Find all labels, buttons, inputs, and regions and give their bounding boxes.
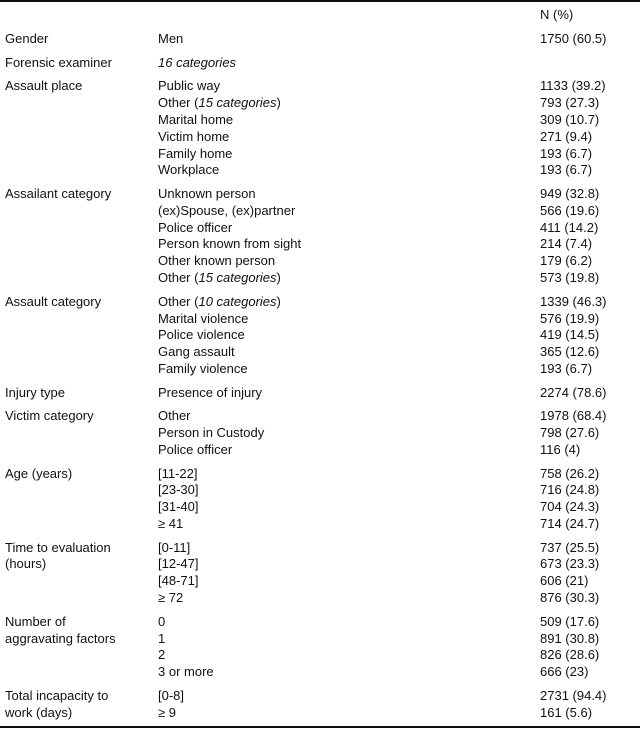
table-row: [0, 31, 640, 48]
category-cell: [158, 408, 191, 425]
table-row: [0, 55, 640, 72]
value-cell: 193 (6.7): [540, 360, 593, 376]
category-text: Presence of injury: [158, 384, 263, 400]
value-cell: 826 (28.6): [540, 647, 600, 663]
category-text: [48-71]: [158, 573, 199, 589]
table-row: [0, 466, 640, 483]
category-cell: [158, 236, 301, 253]
table-row: [0, 112, 640, 129]
variable-label-line: aggravating factors: [5, 630, 116, 646]
category-cell: [158, 311, 248, 328]
variable-label-line: Total incapacity to: [5, 687, 109, 703]
table-row: [0, 270, 640, 287]
category-text: [12-47]: [158, 556, 199, 572]
category-cell: [158, 220, 232, 237]
variable-label-line: Forensic examiner: [5, 54, 112, 70]
table-row: [0, 311, 640, 328]
category-cell: [158, 203, 295, 220]
category-text: Other (: [158, 95, 199, 111]
value-cell: 566 (19.6): [540, 202, 600, 218]
value-cell: 606 (21): [540, 573, 589, 589]
value-cell: 214 (7.4): [540, 236, 593, 252]
category-cell: [158, 294, 281, 311]
variable-label-line: Assailant category: [5, 186, 112, 202]
value-cell: 891 (30.8): [540, 630, 600, 646]
variable-group: [0, 55, 640, 72]
category-cell: [158, 129, 229, 146]
table-row: [0, 95, 640, 112]
table-row: [0, 705, 640, 722]
category-text: ≥ 9: [158, 704, 176, 720]
value-cell: 666 (23): [540, 664, 589, 680]
table-row: [0, 664, 640, 681]
category-cell: [158, 95, 281, 112]
table-row: [0, 236, 640, 253]
table-row: [0, 78, 640, 95]
value-cell: 576 (19.9): [540, 310, 600, 326]
table-row: [0, 442, 640, 459]
category-text-italic: 15 categories: [198, 95, 277, 111]
variable-label-line: Time to evaluation: [5, 539, 111, 555]
category-text: Family violence: [158, 360, 248, 376]
category-cell: [158, 442, 232, 459]
category-cell: [158, 186, 256, 203]
category-text: ≥ 72: [158, 590, 184, 606]
variable-group: [0, 78, 640, 179]
category-cell: [158, 270, 281, 287]
value-cell: 716 (24.8): [540, 482, 600, 498]
category-text: Family home: [158, 145, 233, 161]
category-text: Police officer: [158, 219, 233, 235]
variable-label-line: work (days): [5, 704, 73, 720]
table-body: [0, 31, 640, 728]
value-cell: 193 (6.7): [540, 145, 593, 161]
table-row: [0, 573, 640, 590]
category-text: Police officer: [158, 441, 233, 457]
variable-label-line: (hours): [5, 556, 47, 572]
table-row: [0, 220, 640, 237]
category-cell: [158, 162, 219, 179]
category-text: ): [276, 95, 281, 111]
value-cell: 704 (24.3): [540, 499, 600, 515]
category-cell: [158, 705, 176, 722]
category-cell: [158, 631, 165, 648]
variable-group: [0, 385, 640, 402]
table-row: [0, 482, 640, 499]
category-text: Other (: [158, 293, 199, 309]
table-row: [0, 499, 640, 516]
category-text: Police violence: [158, 327, 245, 343]
category-cell: [158, 499, 198, 516]
category-text: [0-11]: [158, 539, 191, 555]
table-row: [0, 203, 640, 220]
category-cell: [158, 361, 248, 378]
table-row: [0, 129, 640, 146]
category-text: (ex)Spouse, (ex)partner: [158, 202, 296, 218]
table-row: [0, 688, 640, 705]
category-text: Marital violence: [158, 310, 249, 326]
value-cell: 2731 (94.4): [540, 687, 607, 703]
table-row: [0, 590, 640, 607]
value-cell: 116 (4): [540, 441, 581, 457]
value-cell: 2274 (78.6): [540, 384, 607, 400]
category-text: ≥ 41: [158, 515, 184, 531]
category-text: Other (: [158, 270, 199, 286]
value-cell: 161 (5.6): [540, 704, 593, 720]
value-cell: 876 (30.3): [540, 590, 600, 606]
category-cell: [158, 253, 275, 270]
category-text: Marital home: [158, 111, 234, 127]
value-cell: 365 (12.6): [540, 344, 600, 360]
value-cell: 179 (6.2): [540, 253, 593, 269]
table-row: [0, 540, 640, 557]
value-cell: 673 (23.3): [540, 556, 600, 572]
table-row: [0, 556, 640, 573]
value-cell: 419 (14.5): [540, 327, 600, 343]
table-row: [0, 186, 640, 203]
variable-group: [0, 614, 640, 681]
category-cell: [158, 112, 233, 129]
category-cell: [158, 664, 214, 681]
variable-label-line: Assault place: [5, 78, 83, 94]
category-text: [0-8]: [158, 687, 185, 703]
value-cell: 737 (25.5): [540, 539, 600, 555]
category-text: Unknown person: [158, 186, 256, 202]
variable-group: [0, 408, 640, 458]
value-cell: 1978 (68.4): [540, 408, 607, 424]
category-text: Workplace: [158, 162, 220, 178]
category-cell: [158, 590, 183, 607]
value-cell: 758 (26.2): [540, 465, 600, 481]
category-text-italic: 15 categories: [198, 270, 277, 286]
category-text-italic: 16 categories: [158, 54, 237, 70]
variable-group: [0, 294, 640, 378]
category-text: 3 or more: [158, 664, 214, 680]
table-row: [0, 253, 640, 270]
value-cell: 798 (27.6): [540, 425, 600, 441]
category-text: Other known person: [158, 253, 276, 269]
table-row: [0, 146, 640, 163]
variable-label-line: Age (years): [5, 465, 73, 481]
table-row: [0, 647, 640, 664]
category-text: Victim home: [158, 128, 230, 144]
category-text: ): [276, 293, 281, 309]
table-top-rule: [0, 0, 640, 2]
category-cell: [158, 540, 190, 557]
category-text: 0: [158, 613, 166, 629]
variable-group: [0, 466, 640, 533]
category-cell: [158, 516, 183, 533]
value-cell: 1133 (39.2): [540, 78, 606, 94]
category-cell: [158, 556, 198, 573]
table-row: [0, 425, 640, 442]
category-text: [31-40]: [158, 499, 199, 515]
table-row: [0, 385, 640, 402]
category-cell: [158, 466, 198, 483]
category-cell: [158, 425, 264, 442]
value-cell: 1750 (60.5): [540, 31, 607, 46]
category-cell: [158, 31, 183, 48]
column-header-n-percent: N (%): [540, 7, 574, 22]
table-row: [0, 408, 640, 425]
category-text: [11-22]: [158, 465, 198, 481]
variable-label-line: Victim category: [5, 408, 94, 424]
variable-group: [0, 31, 640, 48]
category-cell: [158, 55, 236, 72]
category-text: [23-30]: [158, 482, 199, 498]
category-cell: [158, 688, 184, 705]
category-cell: [158, 344, 235, 361]
value-cell: 793 (27.3): [540, 95, 600, 111]
value-cell: 271 (9.4): [540, 128, 593, 144]
table-row: [0, 344, 640, 361]
table-row: [0, 516, 640, 533]
category-text-italic: 10 categories: [198, 293, 277, 309]
category-text: Gang assault: [158, 344, 235, 360]
category-text: Person in Custody: [158, 425, 265, 441]
table-row: [0, 294, 640, 311]
category-cell: [158, 573, 198, 590]
value-cell: 949 (32.8): [540, 186, 600, 202]
value-cell: 573 (19.8): [540, 270, 600, 286]
category-cell: [158, 327, 245, 344]
value-cell: 1339 (46.3): [540, 293, 607, 309]
table-row: [0, 327, 640, 344]
category-text: Other: [158, 408, 191, 424]
table-row: [0, 361, 640, 378]
variable-group: [0, 688, 640, 722]
variable-group: [0, 186, 640, 287]
table-bottom-rule: [0, 726, 640, 728]
category-text: Men: [158, 31, 184, 46]
category-text: Public way: [158, 78, 221, 94]
category-text: 1: [158, 630, 166, 646]
variable-label-line: Number of: [5, 613, 66, 629]
value-cell: 309 (10.7): [540, 111, 600, 127]
value-cell: 411 (14.2): [540, 219, 599, 235]
variable-label-line: Assault category: [5, 293, 102, 309]
table-row: [0, 162, 640, 179]
category-cell: [158, 614, 165, 631]
category-cell: [158, 385, 262, 402]
category-text: ): [276, 270, 281, 286]
table-row: [0, 631, 640, 648]
value-cell: 509 (17.6): [540, 613, 600, 629]
variable-group: [0, 540, 640, 607]
category-cell: [158, 146, 232, 163]
category-cell: [158, 482, 198, 499]
category-cell: [158, 647, 165, 664]
value-cell: 193 (6.7): [540, 162, 593, 178]
value-cell: 714 (24.7): [540, 515, 600, 531]
category-text: 2: [158, 647, 166, 663]
variable-label-line: Injury type: [5, 384, 65, 400]
variable-label-line: Gender: [5, 31, 49, 46]
category-cell: [158, 78, 220, 95]
category-text: Person known from sight: [158, 236, 302, 252]
table-row: [0, 614, 640, 631]
